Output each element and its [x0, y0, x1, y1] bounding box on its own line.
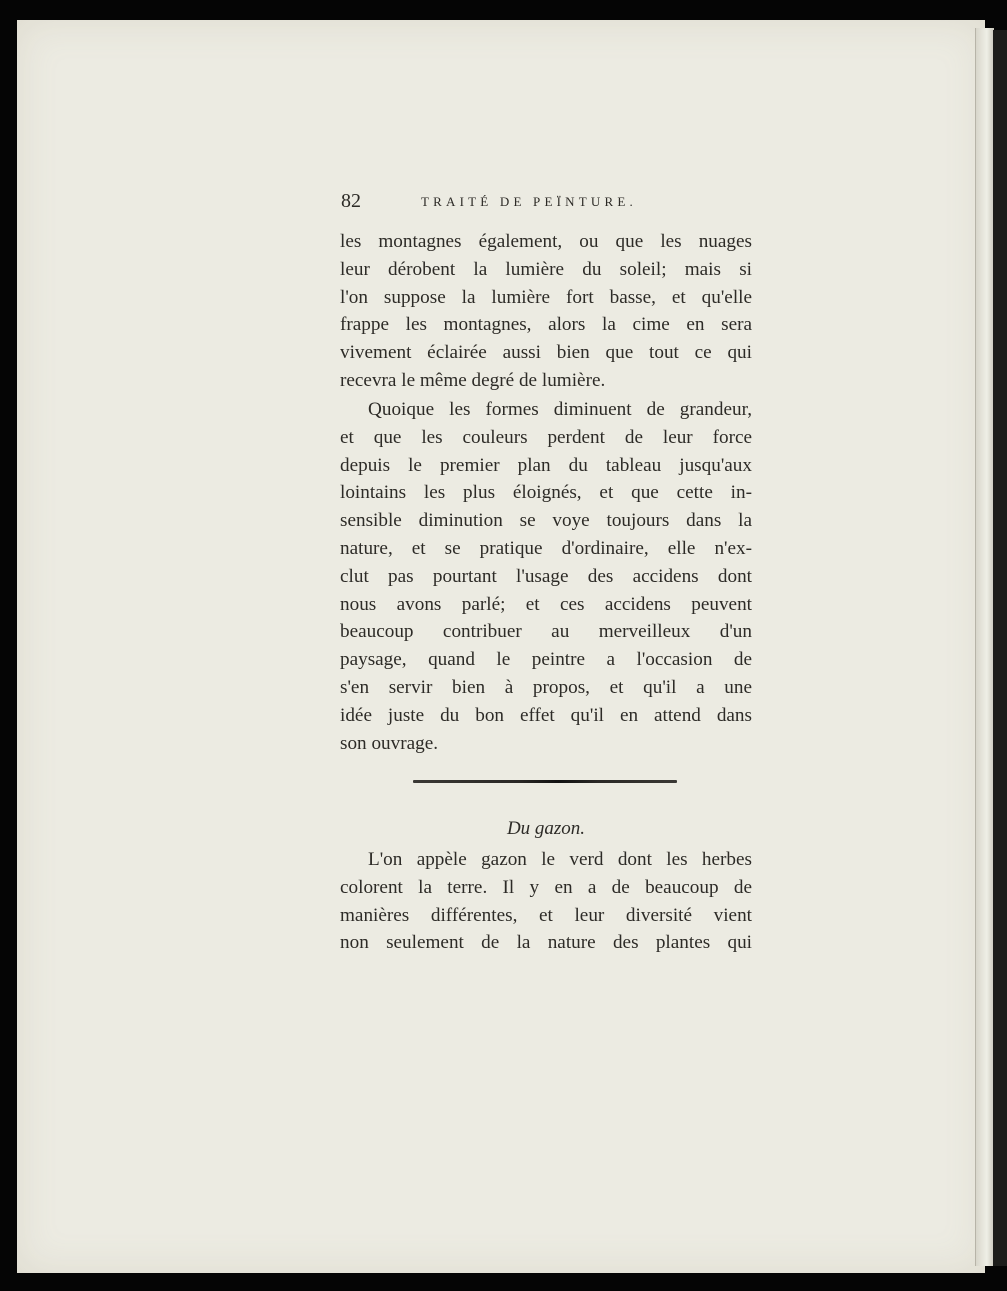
running-head: [341, 190, 751, 214]
text-line: paysage, quand le peintre a l'occasion de: [340, 649, 752, 671]
text-line: manières différentes, et leur diversité vient: [340, 904, 752, 926]
page-number: 82: [341, 190, 361, 212]
text-line: depuis le premier plan du tableau jusqu'aux: [340, 454, 752, 476]
text-line: beaucoup contribuer au merveilleux d'un: [340, 621, 752, 643]
text-line: son ouvrage.: [340, 732, 439, 754]
paragraph-2: [340, 396, 752, 757]
binding-strip: [993, 30, 1007, 1266]
text-line: leur dérobent la lumière du soleil; mais si: [340, 258, 752, 280]
section-divider: [413, 780, 677, 783]
text-line: recevra le même degré de lumière.: [340, 369, 606, 391]
section-heading: Du gazon.: [506, 818, 586, 839]
text-line: nous avons parlé; et ces accidens peuvent: [340, 593, 752, 615]
text-line: clut pas pourtant l'usage des accidens dont: [340, 565, 752, 587]
text-line: frappe les montagnes, alors la cime en sera: [340, 314, 752, 336]
page-edge: [975, 28, 994, 1266]
text-line: vivement éclairée aussi bien que tout ce qui: [340, 342, 752, 364]
text-line: les montagnes également, ou que les nuages: [340, 231, 752, 252]
paragraph-3: [340, 846, 752, 957]
text-line: non seulement de la nature des plantes qui: [340, 932, 752, 954]
text-line: s'en servir bien à propos, et qu'il a une: [340, 676, 752, 698]
text-line: L'on appèle gazon le verd dont les herbes: [368, 849, 752, 870]
paragraph-1: [340, 228, 752, 395]
text-line: lointains les plus éloignés, et que cette in-: [340, 482, 752, 504]
text-line: nature, et se pratique d'ordinaire, elle n'ex-: [340, 537, 752, 559]
text-line: et que les couleurs perdent de leur force: [340, 426, 752, 448]
text-line: Quoique les formes diminuent de grandeur,: [368, 399, 752, 420]
text-line: l'on suppose la lumière fort basse, et qu'elle: [340, 286, 752, 308]
text-line: sensible diminution se voye toujours dans la: [340, 510, 752, 532]
text-line: colorent la terre. Il y en a de beaucoup de: [340, 876, 752, 898]
text-line: idée juste du bon effet qu'il en attend dans: [340, 704, 752, 726]
running-title: TRAITÉ DE PEÏNTURE.: [421, 194, 637, 209]
